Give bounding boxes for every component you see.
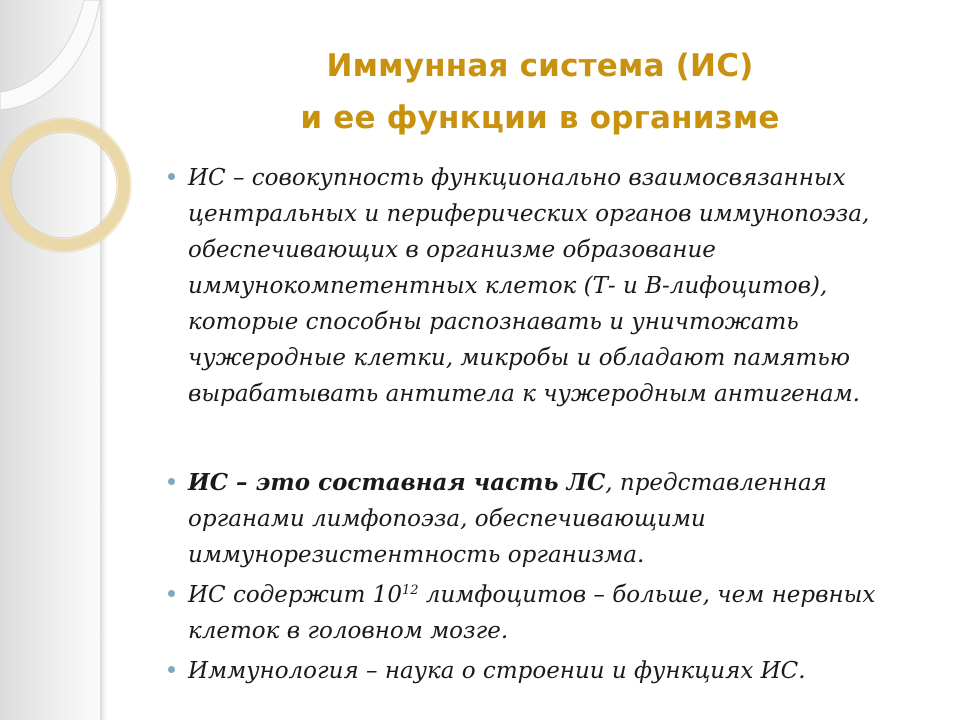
- title-line-1: Иммунная система (ИС): [326, 48, 754, 84]
- bullet-list: [168, 160, 938, 689]
- bullet-dot: [168, 590, 175, 597]
- slide-title: [240, 40, 840, 144]
- bullet-line: [188, 465, 938, 501]
- bullet-line: [188, 577, 938, 613]
- bullet-item-immunology: [168, 653, 938, 689]
- bullet-item-part-of-ls: [168, 465, 938, 573]
- bullet-line: клеток в головном мозге.: [188, 618, 509, 644]
- decorative-gold-ring: [4, 125, 124, 245]
- bullet-line: чужеродные клетки, микробы и обладают памятью: [188, 345, 851, 371]
- count-suffix: лимфоцитов – больше, чем нервных: [418, 582, 876, 608]
- decorative-white-ring: [0, 0, 100, 110]
- bullet-line: иммунокомпетентных клеток (Т- и В-лифоцитов),: [188, 273, 828, 299]
- bullet-line: обеспечивающих в организме образование: [188, 237, 716, 263]
- title-line-2: и ее функции в организме: [300, 100, 780, 136]
- bullet-line: Иммунология – наука о строении и функциях ИС.: [188, 658, 806, 684]
- bullet-line: вырабатывать антитела к чужеродным антигенам.: [188, 381, 860, 407]
- bullet-item-definition: [168, 160, 938, 412]
- bullet-line: которые способны распознавать и уничтожать: [188, 309, 799, 335]
- exponent: 12: [401, 583, 419, 598]
- decorative-rings: [0, 0, 140, 330]
- count-prefix: ИС содержит 10: [188, 582, 402, 608]
- bullet-dot: [168, 173, 175, 180]
- bullet-line: центральных и периферических органов иммунопоэза,: [188, 201, 870, 227]
- bullet-item-lymphocyte-count: [168, 577, 938, 649]
- bullet-dot: [168, 666, 175, 673]
- bullet-line: ИС – совокупность функционально взаимосвязанных: [188, 165, 846, 191]
- bold-phrase: ИС – это составная часть ЛС: [188, 469, 606, 496]
- bullet-dot: [168, 478, 175, 485]
- bullet-line: иммунорезистентность организма.: [188, 542, 645, 568]
- decorative-gold-ring-inner-edge: [11, 132, 117, 238]
- bullet-line: органами лимфопоэза, обеспечивающими: [188, 506, 706, 532]
- bullet-line-rest: , представленная: [605, 470, 827, 496]
